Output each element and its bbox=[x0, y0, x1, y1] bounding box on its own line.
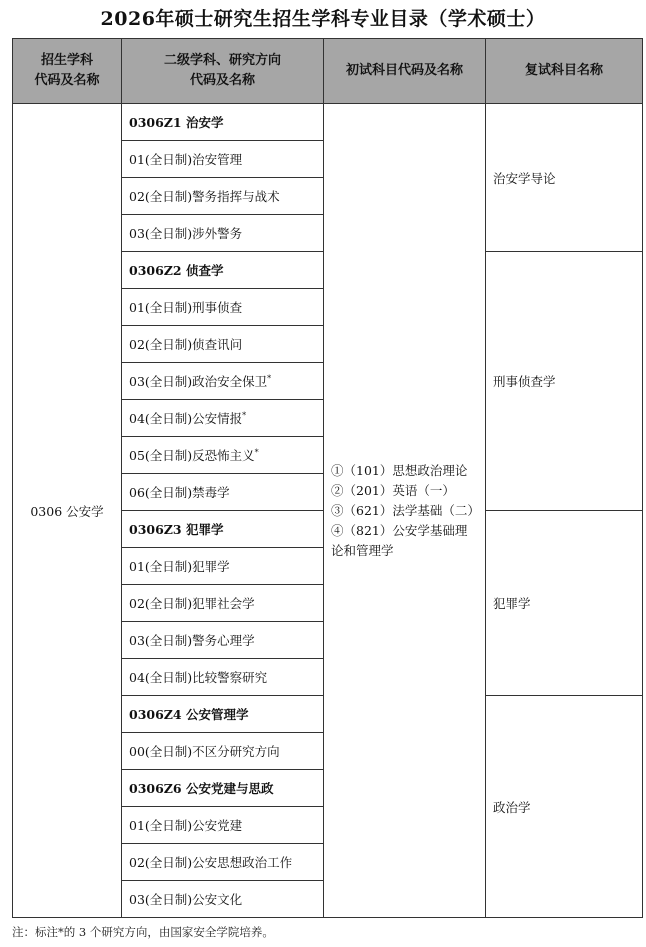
footnote-mark: * bbox=[267, 373, 272, 383]
footnote-mark: * bbox=[254, 447, 259, 457]
direction-cell bbox=[122, 400, 324, 437]
exam-subject: ②（201）英语（一） bbox=[331, 482, 455, 498]
direction-cell bbox=[122, 659, 324, 696]
retest-subject-cell: 治安学导论 bbox=[486, 104, 643, 252]
exam-subjects-cell bbox=[324, 104, 486, 918]
footnote-mark: * bbox=[242, 410, 247, 420]
direction-cell bbox=[122, 585, 324, 622]
direction-label: 03(全日制)涉外警务 bbox=[129, 226, 243, 241]
direction-cell bbox=[122, 141, 324, 178]
header-direction-line1: 二级学科、研究方向 bbox=[163, 53, 281, 68]
direction-label: 03(全日制)政治安全保卫 bbox=[129, 374, 268, 389]
discipline-code-name: 0306Z3 犯罪学 bbox=[129, 522, 224, 537]
major-cell: 0306 公安学 bbox=[13, 104, 122, 918]
direction-cell bbox=[122, 548, 324, 585]
direction-label: 03(全日制)警务心理学 bbox=[129, 633, 255, 648]
direction-label: 04(全日制)比较警察研究 bbox=[129, 670, 268, 685]
direction-label: 01(全日制)公安党建 bbox=[129, 818, 243, 833]
header-major-line2: 代码及名称 bbox=[34, 73, 100, 88]
exam-subject: ①（101）思想政治理论 bbox=[331, 462, 468, 478]
header-direction-line2: 代码及名称 bbox=[189, 73, 255, 88]
direction-label: 04(全日制)公安情报 bbox=[129, 411, 243, 426]
header-major bbox=[13, 39, 122, 104]
direction-cell bbox=[122, 326, 324, 363]
direction-cell bbox=[122, 289, 324, 326]
direction-label: 06(全日制)禁毒学 bbox=[129, 485, 230, 500]
retest-subject-cell: 刑事侦查学 bbox=[486, 252, 643, 511]
direction-label: 01(全日制)治安管理 bbox=[129, 152, 243, 167]
discipline-code-name: 0306Z6 公安党建与思政 bbox=[129, 781, 274, 796]
direction-label: 01(全日制)犯罪学 bbox=[129, 559, 230, 574]
direction-label: 01(全日制)刑事侦查 bbox=[129, 300, 243, 315]
discipline-head-cell bbox=[122, 511, 324, 548]
table-body bbox=[13, 104, 643, 918]
discipline-head-cell bbox=[122, 104, 324, 141]
header-major-line1: 招生学科 bbox=[40, 53, 93, 68]
header-direction bbox=[122, 39, 324, 104]
direction-label: 03(全日制)公安文化 bbox=[129, 892, 243, 907]
header-retest: 复试科目名称 bbox=[486, 39, 643, 104]
discipline-head-cell bbox=[122, 696, 324, 733]
direction-label: 02(全日制)警务指挥与战术 bbox=[129, 189, 280, 204]
header-row bbox=[13, 39, 643, 104]
retest-subject-cell: 政治学 bbox=[486, 696, 643, 918]
exam-subject: ③（621）法学基础（二） bbox=[331, 502, 480, 518]
direction-label: 02(全日制)犯罪社会学 bbox=[129, 596, 255, 611]
direction-cell bbox=[122, 733, 324, 770]
direction-cell bbox=[122, 178, 324, 215]
direction-label: 02(全日制)公安思想政治工作 bbox=[129, 855, 293, 870]
discipline-code-name: 0306Z1 治安学 bbox=[129, 115, 224, 130]
direction-cell bbox=[122, 474, 324, 511]
exam-subject: ④（821）公安学基础理论和管理学 bbox=[331, 522, 468, 558]
direction-label: 02(全日制)侦查讯问 bbox=[129, 337, 243, 352]
catalog-table bbox=[12, 38, 643, 918]
page-title: 2026年硕士研究生招生学科专业目录（学术硕士） bbox=[100, 8, 546, 30]
discipline-code-name: 0306Z2 侦查学 bbox=[129, 263, 224, 278]
direction-cell bbox=[122, 807, 324, 844]
direction-cell bbox=[122, 215, 324, 252]
footnote: 注：标注*的 3 个研究方向，由国家安全学院培养。 bbox=[12, 925, 274, 939]
direction-cell bbox=[122, 437, 324, 474]
discipline-code-name: 0306Z4 公安管理学 bbox=[129, 707, 249, 722]
direction-label: 05(全日制)反恐怖主义 bbox=[129, 448, 255, 463]
direction-label: 00(全日制)不区分研究方向 bbox=[129, 744, 280, 759]
table-row bbox=[13, 104, 643, 141]
header-exam: 初试科目代码及名称 bbox=[324, 39, 486, 104]
direction-cell bbox=[122, 363, 324, 400]
direction-cell bbox=[122, 622, 324, 659]
direction-cell bbox=[122, 844, 324, 881]
discipline-head-cell bbox=[122, 252, 324, 289]
discipline-head-cell bbox=[122, 770, 324, 807]
retest-subject-cell: 犯罪学 bbox=[486, 511, 643, 696]
direction-cell bbox=[122, 881, 324, 918]
